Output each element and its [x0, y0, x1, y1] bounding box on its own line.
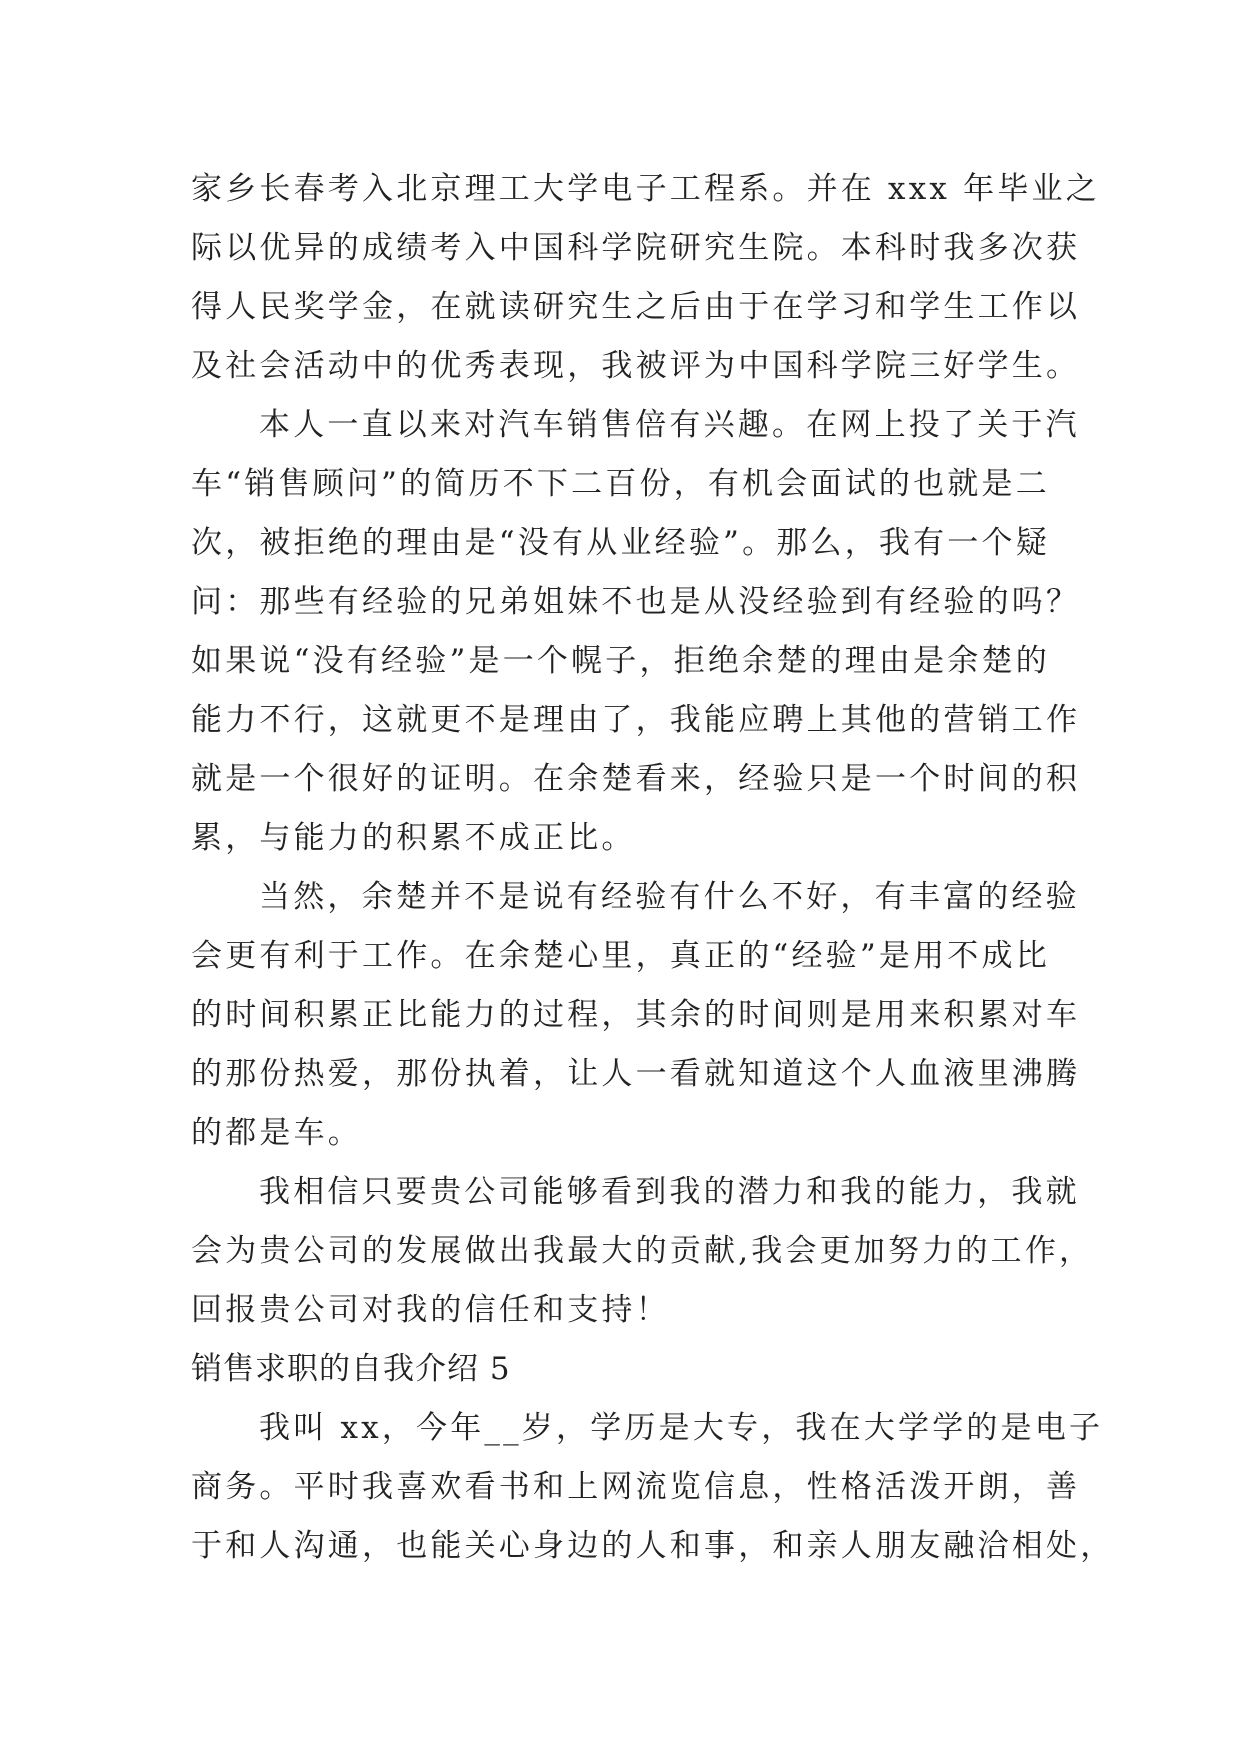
text-line: 如果说“没有经验”是一个幌子，拒绝余楚的理由是余楚的	[191, 643, 1050, 679]
paragraph-4	[191, 1163, 1094, 1340]
text-line: 得人民奖学金，在就读研究生之后由于在学习和学生工作以	[191, 289, 1081, 325]
section-heading-block	[191, 1340, 1051, 1399]
text-line: 问：那些有经验的兄弟姐妹不也是从没经验到有经验的吗？	[191, 584, 1081, 620]
text-line: 车“销售顾问”的简历不下二百份，有机会面试的也就是二	[191, 466, 1050, 502]
text-line: 我叫 xx，今年__岁，学历是大专，我在大学学的是电子	[259, 1410, 1104, 1446]
text-line: 累，与能力的积累不成正比。	[191, 820, 636, 856]
text-line: 回报贵公司对我的信任和支持！	[191, 1292, 670, 1328]
text-line: 能力不行，这就更不是理由了，我能应聘上其他的营销工作	[191, 702, 1081, 738]
section-heading: 销售求职的自我介绍 5	[191, 1351, 511, 1387]
paragraph-1	[191, 160, 1100, 396]
paragraph-2	[191, 396, 1081, 868]
text-line: 的那份热爱，那份执着，让人一看就知道这个人血液里沸腾	[191, 1056, 1081, 1092]
text-line: 际以优异的成绩考入中国科学院研究生院。本科时我多次获	[191, 230, 1081, 266]
text-line: 就是一个很好的证明。在余楚看来，经验只是一个时间的积	[191, 761, 1081, 797]
text-line: 家乡长春考入北京理工大学电子工程系。并在 xxx 年毕业之	[191, 171, 1100, 207]
text-line: 我相信只要贵公司能够看到我的潜力和我的能力，我就	[259, 1174, 1080, 1210]
text-line: 当然，余楚并不是说有经验有什么不好，有丰富的经验	[259, 879, 1080, 915]
text-line: 次，被拒绝的理由是“没有从业经验”。那么，我有一个疑	[191, 525, 1050, 561]
text-line: 会更有利于工作。在余楚心里，真正的“经验”是用不成比	[191, 938, 1050, 974]
text-line: 于和人沟通，也能关心身边的人和事，和亲人朋友融洽相处，	[191, 1528, 1115, 1564]
paragraph-3	[191, 868, 1081, 1163]
text-line: 的时间积累正比能力的过程，其余的时间则是用来积累对车	[191, 997, 1081, 1033]
paragraph-5	[191, 1399, 1115, 1576]
document-body	[191, 160, 1115, 1576]
text-line: 本人一直以来对汽车销售倍有兴趣。在网上投了关于汽	[259, 407, 1080, 443]
text-line: 商务。平时我喜欢看书和上网流览信息，性格活泼开朗，善	[191, 1469, 1081, 1505]
text-line: 的都是车。	[191, 1115, 362, 1151]
text-line: 会为贵公司的发展做出我最大的贡献,我会更加努力的工作，	[191, 1233, 1094, 1269]
text-line: 及社会活动中的优秀表现，我被评为中国科学院三好学生。	[191, 348, 1081, 384]
